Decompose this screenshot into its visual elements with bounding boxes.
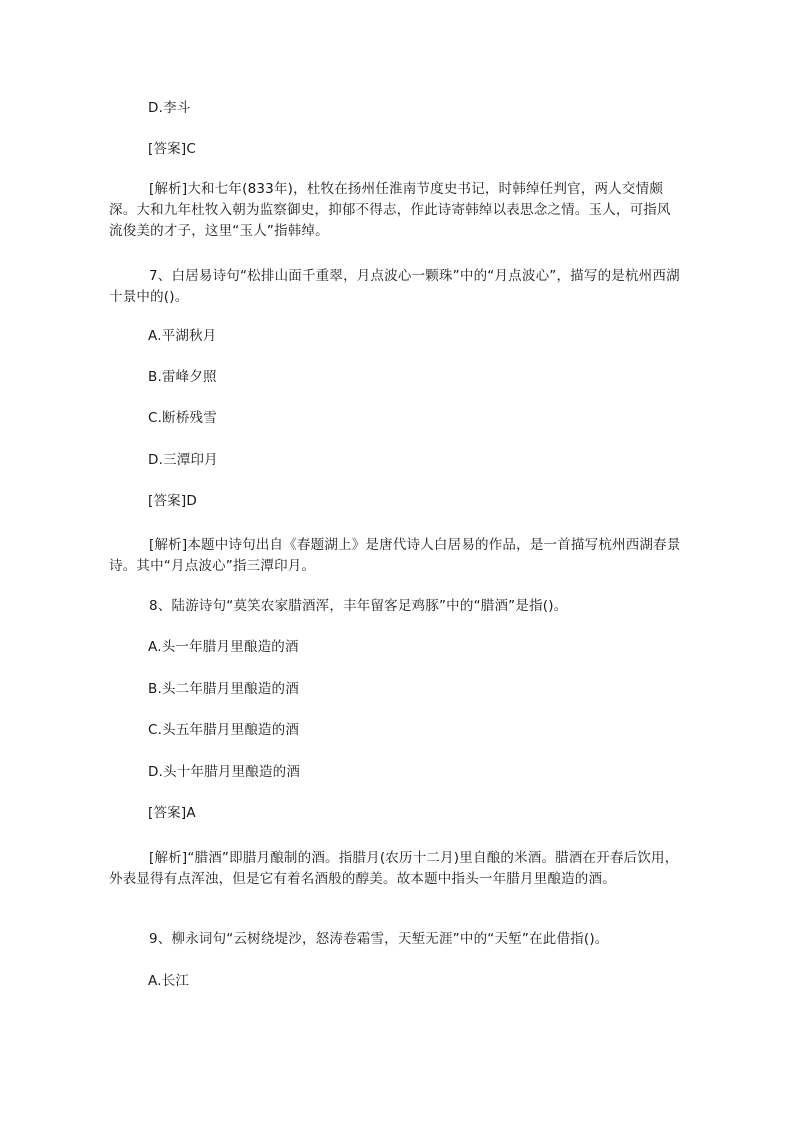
q6-option-d: D.李斗: [148, 100, 191, 116]
q7-option-b: B.雷峰夕照: [148, 369, 217, 385]
q7-option-d: D.三潭印月: [148, 452, 218, 468]
q7-analysis: [解析]本题中诗句出自《春题湖上》是唐代诗人白居易的作品，是一首描写杭州西湖春景诗。其中“月点波心”指三潭印月。: [109, 537, 681, 574]
q6-answer: [答案]C: [148, 141, 196, 157]
q8-answer: [答案]A: [148, 805, 196, 821]
q9-question: 9、柳永词句“云树绕堤沙，怒涛卷霜雪，天堑无涯”中的“天堑”在此借指()。: [149, 931, 609, 947]
q7-answer: [答案]D: [148, 493, 197, 509]
q8-option-d: D.头十年腊月里酿造的酒: [148, 764, 301, 780]
q8-option-a: A.头一年腊月里酿造的酒: [148, 639, 299, 655]
q8-analysis: [解析]“腊酒”即腊月酿制的酒。指腊月(农历十二月)里自酿的米酒。腊酒在开春后饮用，外表显得有点浑浊，但是它有着名酒般的醇美。故本题中指头一年腊月里酿造的酒。: [109, 850, 679, 887]
q7-option-c: C.断桥残雪: [148, 410, 217, 426]
q6-analysis: [解析]大和七年(833年)，杜牧在扬州任淮南节度史书记，时韩绰任判官，两人交情颇深。大和九年杜牧入朝为监察御史，抑郁不得志，作此诗寄韩绰以表思念之情。玉人，可指风流俊美的才子，这里“玉人”指韩绰。: [109, 181, 671, 239]
q7-question: 7、白居易诗句“松排山面千重翠，月点波心一颗珠”中的“月点波心”，描写的是杭州西湖十景中的()。: [109, 268, 680, 305]
q7-option-a: A.平湖秋月: [148, 328, 217, 344]
q9-option-a: A.长江: [148, 973, 190, 989]
q8-option-b: B.头二年腊月里酿造的酒: [148, 681, 299, 697]
q8-question: 8、陆游诗句“莫笑农家腊酒浑，丰年留客足鸡豚”中的“腊酒”是指()。: [149, 598, 568, 614]
q8-option-c: C.头五年腊月里酿造的酒: [148, 722, 300, 738]
